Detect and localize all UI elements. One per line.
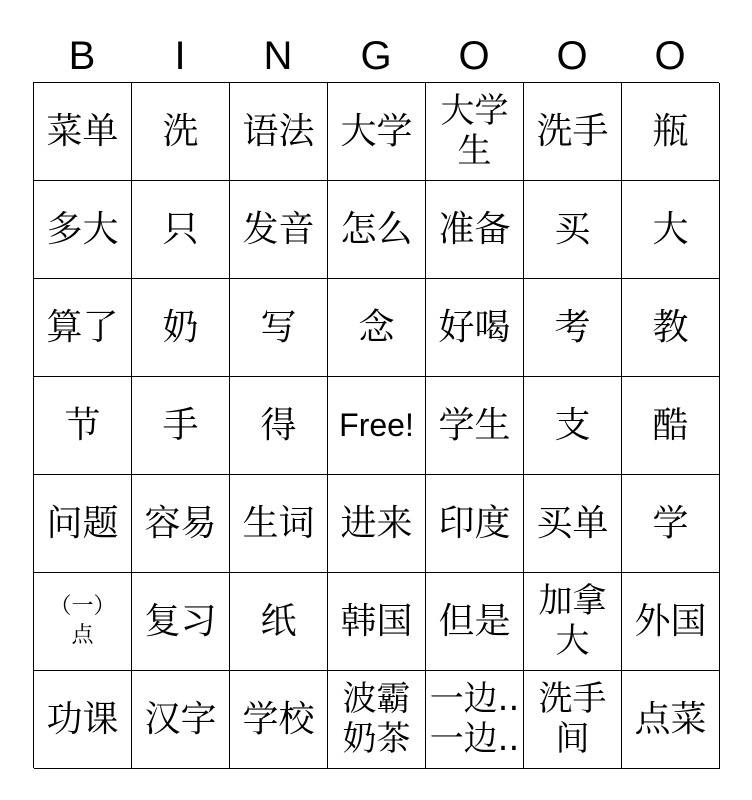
bingo-cell-label: 大 [652,208,689,250]
bingo-cell-label: 只 [162,208,199,250]
bingo-cell[interactable] [622,181,720,279]
bingo-cell[interactable] [230,671,328,769]
bingo-cell[interactable] [132,279,230,377]
bingo-cell[interactable] [426,573,524,671]
bingo-cell-label: 进来 [340,502,413,544]
bingo-cell[interactable] [524,573,622,671]
bingo-cell-label: 点菜 [634,698,707,740]
header-letter-i: I [174,34,186,78]
bingo-cell-label: 念 [358,306,395,348]
bingo-cell-label: 功课 [46,698,119,740]
bingo-cell[interactable] [132,573,230,671]
bingo-cell-label: 洗手 [536,110,609,152]
bingo-cell[interactable] [230,573,328,671]
bingo-cell[interactable] [524,181,622,279]
bingo-cell-label: 准备 [438,208,511,250]
bingo-cell[interactable] [622,475,720,573]
bingo-cell-label: 但是 [438,600,511,642]
bingo-cell[interactable] [230,279,328,377]
bingo-grid [33,82,719,768]
bingo-cell[interactable] [426,671,524,769]
bingo-cell-label: 多大 [46,208,119,250]
bingo-cell[interactable] [328,279,426,377]
bingo-cell-label: 教 [652,306,689,348]
header-letter-b: B [68,34,96,78]
bingo-cell[interactable] [328,83,426,181]
bingo-cell-label: 学生 [438,404,511,446]
bingo-cell[interactable] [426,181,524,279]
bingo-cell-label: 波霸 奶茶 [342,679,411,759]
header-letter-o3: O [654,34,686,78]
bingo-header [33,30,719,82]
bingo-cell[interactable] [132,671,230,769]
bingo-cell[interactable] [622,671,720,769]
bingo-cell-label: 外国 [634,600,707,642]
bingo-cell-label: 加拿 大 [538,581,607,661]
bingo-cell[interactable] [34,573,132,671]
bingo-cell[interactable] [328,377,426,475]
bingo-cell-label: 韩国 [340,600,413,642]
bingo-cell-label: 生词 [242,502,315,544]
bingo-cell[interactable] [132,377,230,475]
bingo-cell-label: 学 [652,502,689,544]
bingo-cell[interactable] [622,83,720,181]
bingo-cell[interactable] [524,377,622,475]
header-letter-n: N [263,34,293,78]
bingo-cell-label: 算了 [46,306,119,348]
bingo-cell[interactable] [230,83,328,181]
bingo-cell-label: 好喝 [438,306,511,348]
bingo-cell-label: 容易 [144,502,217,544]
bingo-cell-label: 瓶 [652,110,689,152]
bingo-cell-label: 得 [260,404,297,446]
bingo-cell[interactable] [230,475,328,573]
bingo-cell[interactable] [34,671,132,769]
bingo-cell[interactable] [622,573,720,671]
bingo-cell[interactable] [426,475,524,573]
bingo-cell-label: 写 [260,306,297,348]
bingo-cell[interactable] [328,573,426,671]
bingo-cell-label: 学校 [242,698,315,740]
bingo-cell-label: 手 [162,404,199,446]
bingo-cell[interactable] [426,83,524,181]
bingo-cell[interactable] [230,377,328,475]
header-letter-o2: O [556,34,588,78]
header-letter-o1: O [458,34,490,78]
bingo-cell-label: 奶 [162,306,199,348]
bingo-cell[interactable] [132,475,230,573]
bingo-cell-label: （一） 点 [49,593,116,648]
bingo-cell[interactable] [328,475,426,573]
bingo-cell-label: 纸 [260,600,297,642]
bingo-cell-label: 一边.. 一边.. [429,679,520,759]
header-letter-g: G [360,34,392,78]
bingo-cell-label: 语法 [242,110,315,152]
bingo-cell[interactable] [34,83,132,181]
bingo-cell[interactable] [230,181,328,279]
bingo-cell-label: 大学 [340,110,413,152]
bingo-cell-label: 考 [554,306,591,348]
bingo-cell-label: 复习 [144,600,217,642]
bingo-cell-label: 大学 生 [440,91,509,171]
bingo-cell[interactable] [132,83,230,181]
bingo-cell-label: 买 [554,208,591,250]
bingo-cell[interactable] [34,181,132,279]
bingo-cell-label: 节 [64,404,101,446]
bingo-cell[interactable] [328,671,426,769]
bingo-cell[interactable] [524,83,622,181]
bingo-cell[interactable] [426,377,524,475]
bingo-cell[interactable] [524,671,622,769]
bingo-cell[interactable] [34,377,132,475]
bingo-cell[interactable] [34,475,132,573]
bingo-cell-label: 怎么 [340,208,413,250]
bingo-cell[interactable] [622,279,720,377]
bingo-cell-label: 菜单 [46,110,119,152]
bingo-cell-label: 买单 [536,502,609,544]
bingo-cell-label: 汉字 [144,698,217,740]
bingo-cell[interactable] [132,181,230,279]
bingo-cell-label: 印度 [438,502,511,544]
bingo-cell-label: 支 [554,404,591,446]
bingo-cell-label: 发音 [242,208,315,250]
bingo-cell-label: 洗 [162,110,199,152]
bingo-cell[interactable] [622,377,720,475]
bingo-cell-label: 酷 [652,404,689,446]
bingo-cell[interactable] [34,279,132,377]
bingo-cell[interactable] [524,279,622,377]
bingo-cell-label: 问题 [46,502,119,544]
bingo-cell[interactable] [426,279,524,377]
bingo-cell-label: 洗手 间 [538,679,607,759]
bingo-cell[interactable] [524,475,622,573]
bingo-cell-label: Free! [339,407,414,444]
bingo-cell[interactable] [328,181,426,279]
